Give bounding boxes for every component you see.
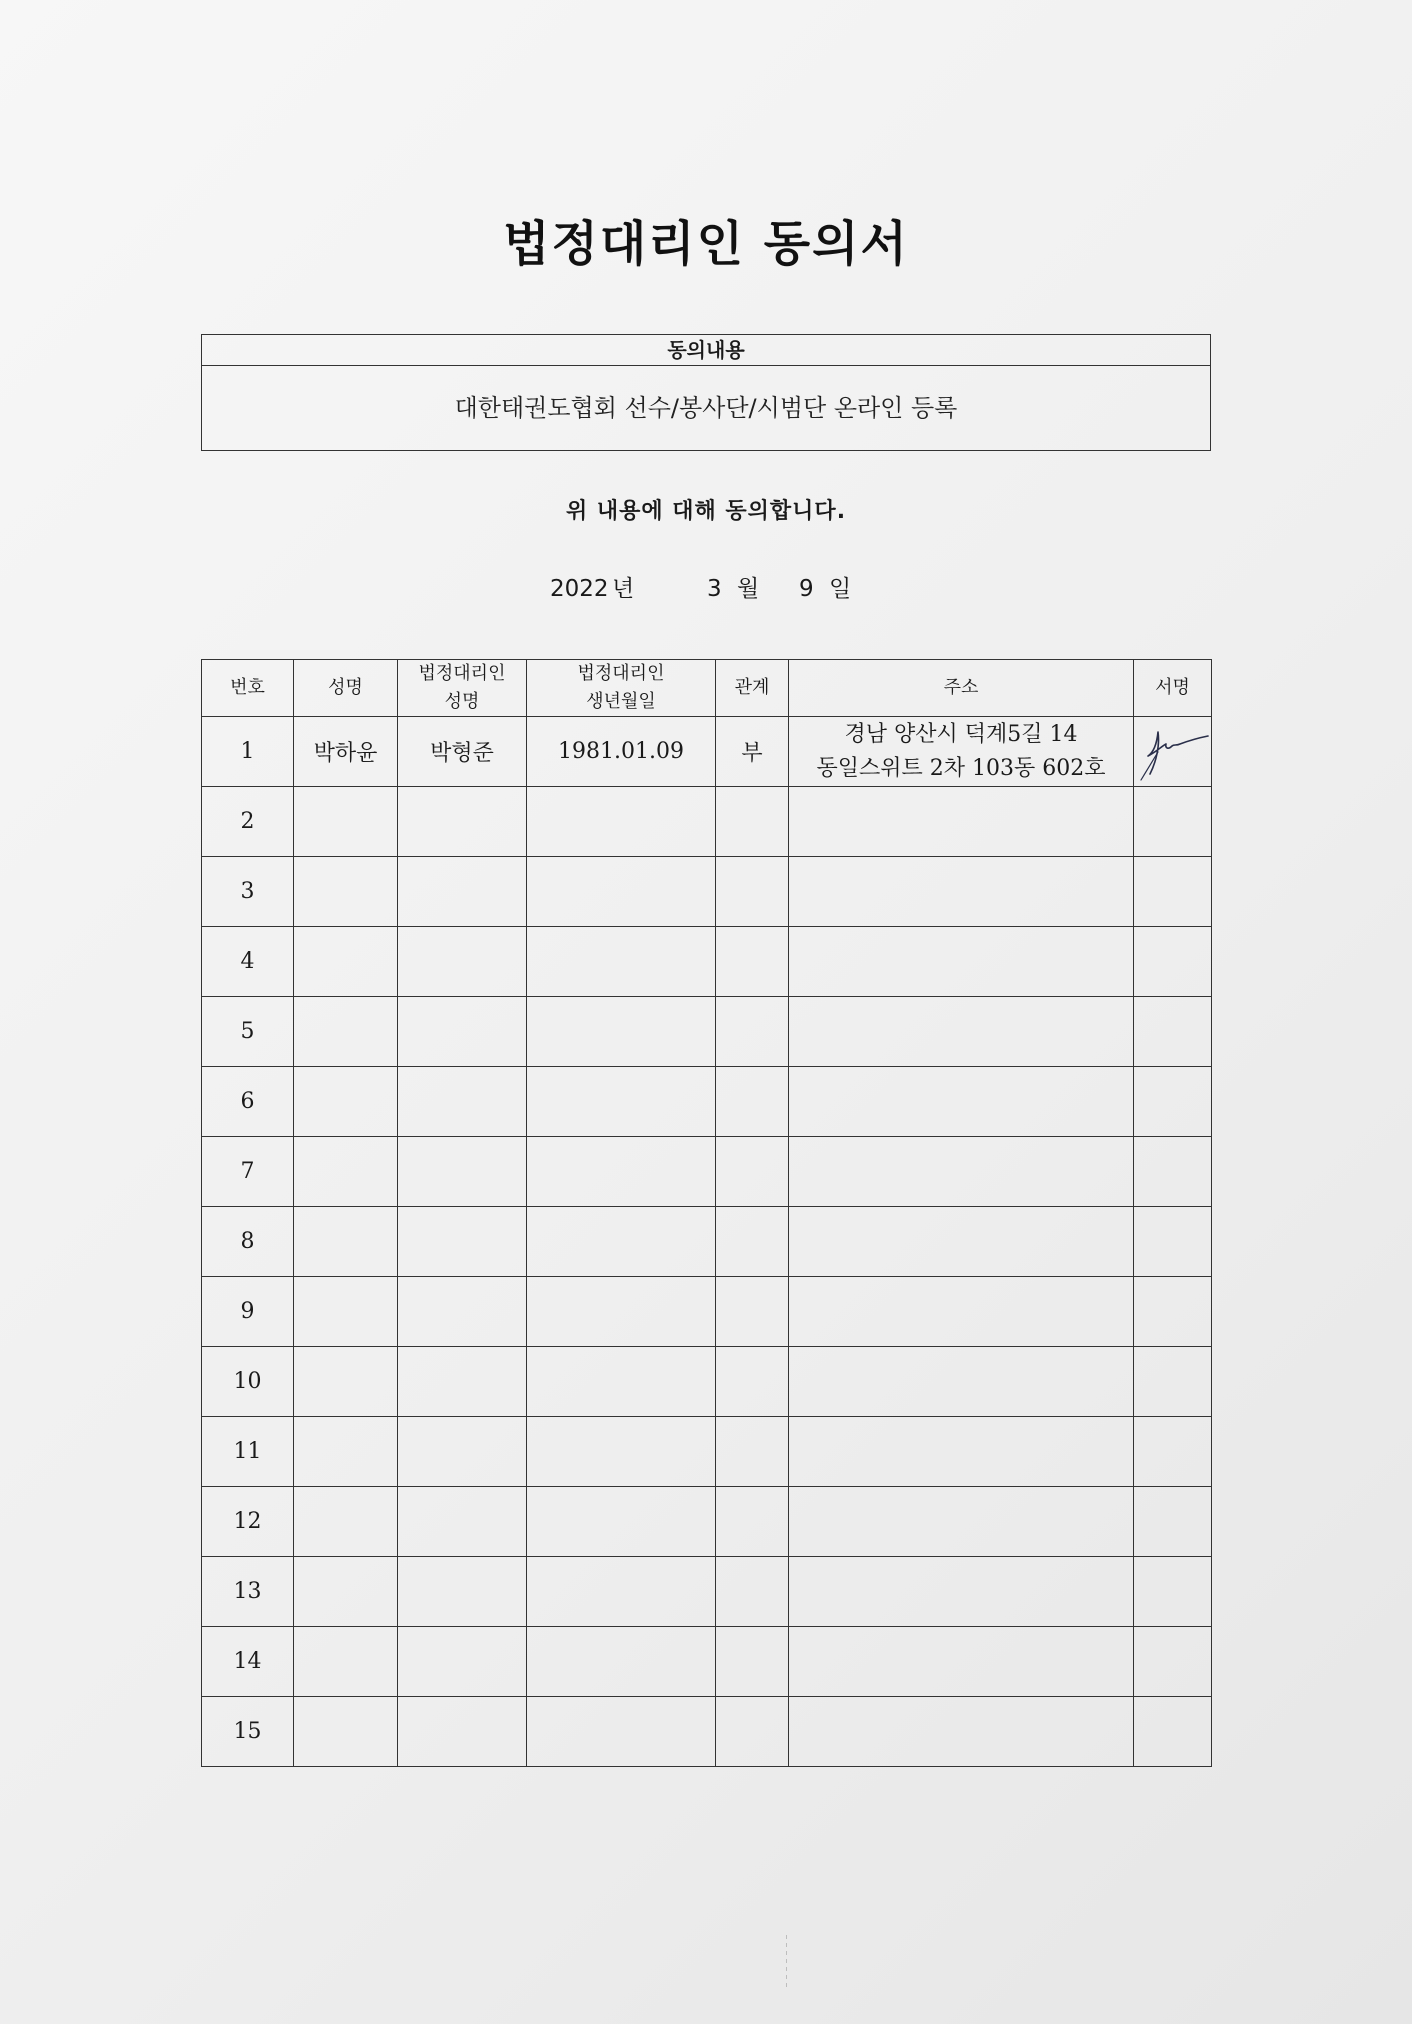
row-number: 1 [202,717,294,787]
header-number: 번호 [202,660,294,717]
row-number: 12 [202,1487,294,1557]
row-signature [1134,717,1212,787]
date-year-label: 년 [612,576,635,602]
row-name: 박하윤 [294,717,398,787]
row-number: 3 [202,857,294,927]
row-number: 2 [202,787,294,857]
header-guardian-name-line1: 법정대리인 [418,663,506,684]
table-row [202,1277,1212,1347]
date-day-label: 일 [829,576,852,602]
header-guardian-birth-line2: 생년월일 [586,691,656,712]
table-row [202,997,1212,1067]
header-address: 주소 [789,660,1134,717]
header-name: 성명 [294,660,398,717]
row-address-line1: 경남 양산시 덕계5길 14 [844,721,1078,747]
consent-date [550,570,851,603]
table-row [202,717,1212,787]
row-address [789,717,1134,787]
consent-content: 대한태권도협회 선수/봉사단/시범단 온라인 등록 [454,394,958,422]
row-guardian-birth: 1981.01.09 [527,717,716,787]
row-guardian-name: 박형준 [398,717,527,787]
table-row [202,1207,1212,1277]
fold-mark [786,1935,787,1990]
table-row [202,1557,1212,1627]
row-number: 8 [202,1207,294,1277]
date-month-label: 월 [737,576,760,602]
date-year: 2022 [550,576,609,602]
header-relation: 관계 [716,660,789,717]
row-number: 9 [202,1277,294,1347]
table-row [202,1487,1212,1557]
header-guardian-birth-line1: 법정대리인 [577,663,665,684]
header-guardian-name [398,660,527,717]
table-header-row [202,660,1212,717]
row-number: 5 [202,997,294,1067]
document-title: 법정대리인 동의서 [503,216,909,272]
consent-box [201,334,1211,451]
row-number: 14 [202,1627,294,1697]
consent-header: 동의내용 [202,335,1210,366]
row-number: 7 [202,1137,294,1207]
row-number: 13 [202,1557,294,1627]
table-row [202,787,1212,857]
date-day: 9 [799,576,814,602]
header-guardian-name-line2: 성명 [444,691,480,712]
table-row [202,857,1212,927]
header-guardian-birth [527,660,716,717]
row-number: 4 [202,927,294,997]
date-month: 3 [707,576,722,602]
table-row [202,1347,1212,1417]
table-row [202,1627,1212,1697]
row-address-line2: 동일스위트 2차 103동 602호 [816,755,1106,781]
header-signature: 서명 [1134,660,1212,717]
table-row [202,1697,1212,1767]
row-number: 11 [202,1417,294,1487]
row-number: 15 [202,1697,294,1767]
row-number: 6 [202,1067,294,1137]
table-row [202,1067,1212,1137]
guardian-roster-table [201,659,1212,1767]
table-row [202,927,1212,997]
agreement-statement: 위 내용에 대해 동의합니다. [565,499,847,524]
table-row [202,1417,1212,1487]
row-number: 10 [202,1347,294,1417]
table-row [202,1137,1212,1207]
handwritten-signature-icon [1136,722,1210,782]
row-relation: 부 [716,717,789,787]
